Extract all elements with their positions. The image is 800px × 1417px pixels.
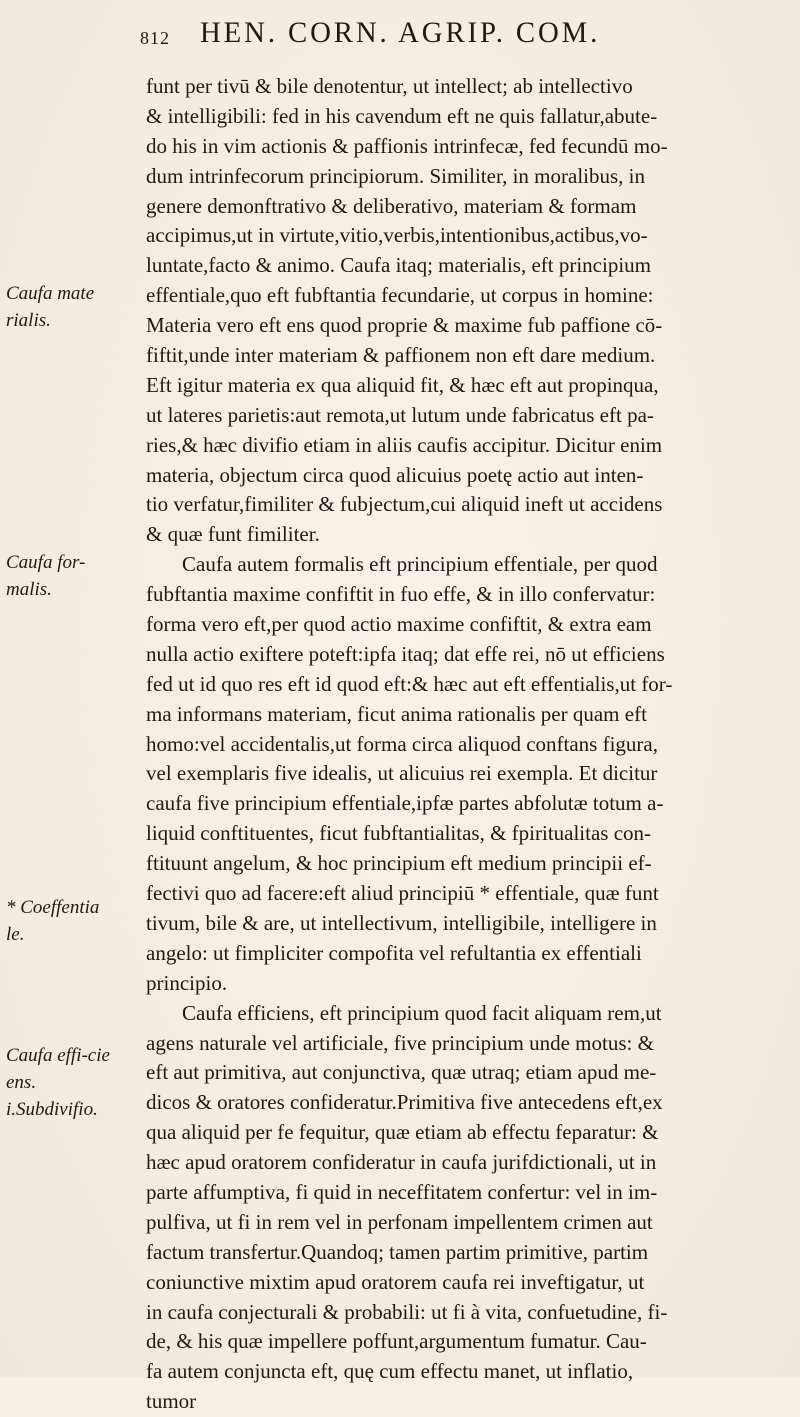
text-line: fed ut id quo res eft id quod eft:& hæc aut eft effentialis,ut for- — [146, 671, 673, 696]
text-line: luntate,facto & animo. Caufa itaq; materialis, eft principium — [146, 253, 652, 278]
margin-note-line: Caufa for- — [6, 552, 86, 573]
text-line: fubftantia maxime confiftit in fuo effe, & in illo confervatur: — [146, 582, 656, 607]
text-line: & intelligibili: fed in his cavendum eft ne quis fallatur,abute- — [146, 103, 658, 128]
text-line: ut lateres parietis:aut remota,ut lutum unde fabricatus eft pa- — [146, 402, 654, 427]
margin-note-line: * Coeffentia — [6, 897, 100, 918]
text-line: fa autem conjuncta eft, quę cum effectu manet, ut inflatio, — [146, 1359, 634, 1384]
margin-note-line: Caufa effi-cie — [6, 1045, 110, 1066]
text-line: hæc apud oratorem confideratur in caufa jurifdictionali, ut in — [146, 1150, 657, 1175]
text-line: eft aut primitiva, aut conjunctiva, quæ utraq; etiam apud me- — [146, 1060, 657, 1085]
margin-note-formalis — [6, 549, 138, 603]
text-line: ftituunt angelum, & hoc principium eft medium principii ef- — [146, 851, 652, 876]
text-line: angelo: ut fimpliciter compofita vel refultantia ex effentiali — [146, 940, 642, 965]
text-line: homo:vel accidentalis,ut forma circa aliquod conftans figura, — [146, 731, 658, 756]
text-line: forma vero eft,per quod actio maxime confiftit, & extra eam — [146, 612, 652, 637]
margin-note-line: i.Subdivifio. — [6, 1099, 98, 1120]
text-line: in caufa conjecturali & probabili: ut fi à vita, confuetudine, fi- — [146, 1299, 668, 1324]
margin-note-line: ens. — [6, 1072, 37, 1093]
text-line: qua aliquid per fe fequitur, quæ etiam ab effectu feparatur: & — [146, 1120, 659, 1145]
text-line: do his in vim actionis & paffionis intrinfecæ, fed fecundū mo- — [146, 133, 668, 158]
text-line: Caufa autem formalis eft principium effentiale, per quod — [182, 552, 658, 577]
margin-note-coeffentiale — [6, 894, 138, 948]
margin-note-line: rialis. — [6, 310, 51, 331]
text-line: tivum, bile & are, ut intellectivum, intelligibile, intelligere in — [146, 910, 657, 935]
page-number: 812 — [140, 28, 170, 48]
text-line: accipimus,ut in virtute,vitio,verbis,intentionibus,actibus,vo- — [146, 223, 648, 248]
text-line: caufa five principium effentiale,ipfæ partes abfolutæ totum a- — [146, 791, 664, 816]
text-line: genere demonftrativo & deliberativo, materiam & formam — [146, 193, 637, 218]
body-text — [146, 72, 790, 1417]
margin-note-line: malis. — [6, 579, 52, 600]
text-line: de, & his quæ impellere poffunt,argumentum fumatur. Cau- — [146, 1329, 647, 1354]
text-line: Materia vero eft ens quod proprie & maxime fub paffione cō- — [146, 313, 663, 338]
text-line: effentiale,quo eft fubftantia fecundarie, ut corpus in homine: — [146, 283, 654, 308]
text-line: principio. — [146, 970, 228, 995]
text-line: vel exemplaris five idealis, ut alicuius rei exempla. Et dicitur — [146, 761, 658, 786]
margin-note-line: le. — [6, 924, 25, 945]
text-line: nulla actio exiftere poteft:ipfa itaq; dat effe rei, nō ut efficiens — [146, 641, 665, 666]
text-line: materia, objectum circa quod alicuius poetę actio aut inten- — [146, 462, 644, 487]
text-line: fectivi quo ad facere:eft aliud principiū * effentiale, quæ funt — [146, 881, 659, 906]
text-line: parte affumptiva, fi quid in neceffitatem confertur: vel in im- — [146, 1179, 658, 1204]
text-line: tumor — [146, 1389, 197, 1414]
margin-note-line: Caufa mate — [6, 283, 95, 304]
text-line: factum transfertur.Quandoq; tamen partim primitive, partim — [146, 1239, 649, 1264]
text-line: ma informans materiam, ficut anima rationalis per quam eft — [146, 701, 647, 726]
text-line: liquid conftituentes, ficut fubftantialitas, & fpiritualitas con- — [146, 821, 652, 846]
text-line: coniunctive mixtim apud oratorem caufa rei inveftigatur, ut — [146, 1269, 645, 1294]
text-line: Eft igitur materia ex qua aliquid fit, & hæc eft aut propinqua, — [146, 372, 659, 397]
text-line: ries,& hæc divifio etiam in aliis caufis accipitur. Dicitur enim — [146, 432, 663, 457]
margin-note-materialis — [6, 280, 138, 334]
page-header — [140, 14, 760, 54]
text-line: pulfiva, ut fi in rem vel in perfonam impellentem crimen aut — [146, 1209, 653, 1234]
text-line: & quæ funt fimiliter. — [146, 522, 320, 547]
text-line: tio verfatur,fimiliter & fubjectum,cui aliquid ineft ut accidens — [146, 492, 663, 517]
running-head: HEN. CORN. AGRIP. COM. — [200, 16, 601, 49]
text-line: agens naturale vel artificiale, five principium unde motus: & — [146, 1030, 654, 1055]
text-line: dicos & oratores confideratur.Primitiva five antecedens eft,ex — [146, 1090, 663, 1115]
text-line: dum intrinfecorum principiorum. Similiter, in moralibus, in — [146, 163, 646, 188]
margin-note-efficiens — [6, 1042, 138, 1123]
text-line: Caufa efficiens, eft principium quod facit aliquam rem,ut — [182, 1000, 662, 1025]
text-line: funt per tivū & bile denotentur, ut intellect; ab intellectivo — [146, 74, 633, 98]
text-line: fiftit,unde inter materiam & paffionem non eft dare medium. — [146, 343, 656, 368]
